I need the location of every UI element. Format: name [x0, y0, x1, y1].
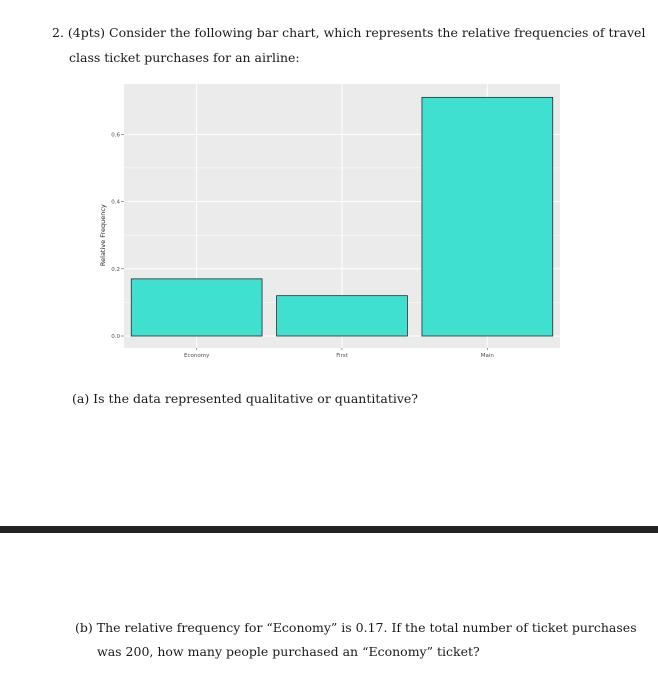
bar-chart	[96, 84, 560, 368]
question-part-b-line2: was 200, how many people purchased an “Economy” ticket?	[97, 644, 480, 659]
y-tick-label: 0.0	[111, 334, 120, 340]
y-axis-label: Relative Frequency	[99, 204, 107, 267]
question-part-a: (a) Is the data represented qualitative or quantitative?	[72, 391, 418, 406]
section-divider	[0, 526, 658, 533]
x-tick-label: Economy	[184, 353, 210, 359]
bar-economy	[131, 279, 262, 336]
bar-first	[277, 296, 408, 336]
question-number-line: 2. (4pts) Consider the following bar chart, which represents the relative frequencies of travel	[52, 25, 646, 40]
question-continuation: class ticket purchases for an airline:	[69, 50, 300, 65]
y-tick-label: 0.2	[111, 266, 120, 273]
y-tick-label: 0.4	[111, 199, 120, 206]
y-tick-label: 0.6	[111, 132, 120, 139]
bar-main	[422, 97, 553, 336]
x-tick-label: Main	[480, 353, 494, 359]
x-tick-label: First	[336, 353, 348, 359]
question-part-b-line1: (b) The relative frequency for “Economy” is 0.17. If the total number of ticket purchases	[75, 620, 637, 635]
